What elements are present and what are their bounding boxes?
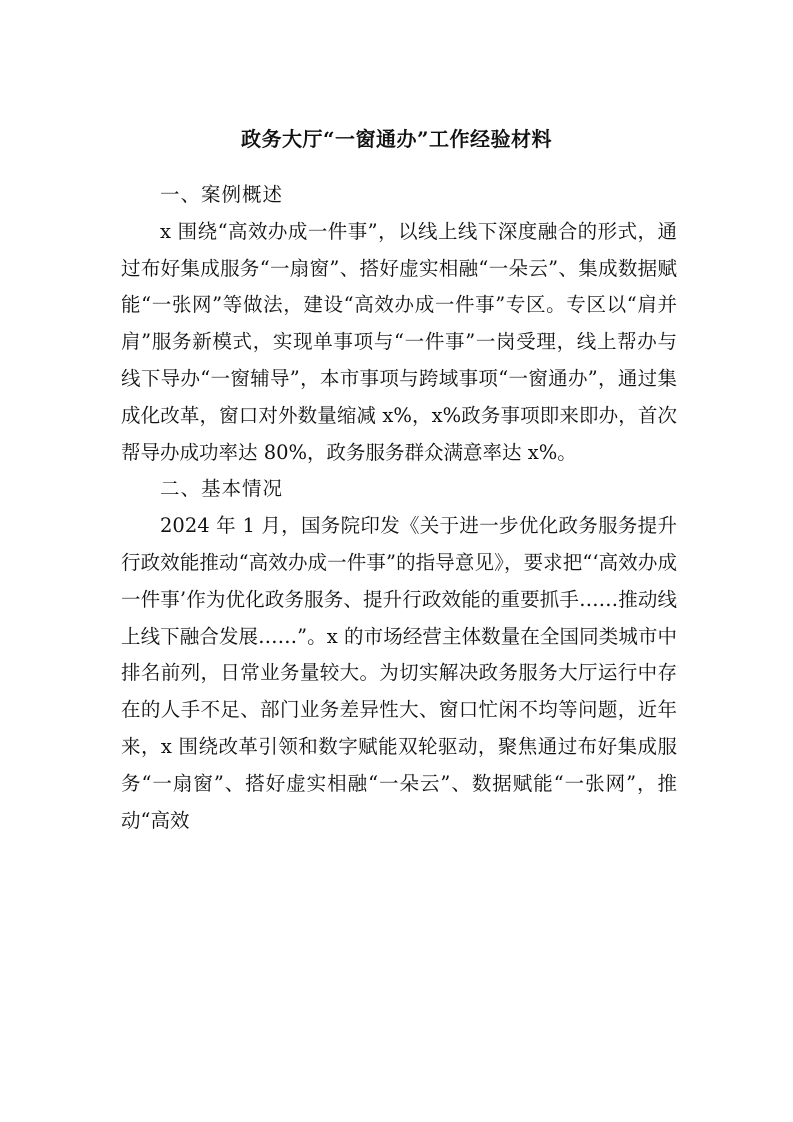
- section-heading-overview: 一、案例概述: [160, 183, 284, 206]
- section-paragraph-overview: x 围绕“高效办成一件事”，以线上线下深度融合的形式，通过布好集成服务“一扇窗”、搭好虚实相融“一朵云”、集成数据赋能“一张网”等做法，建设“高效办成一件事”专区。专区以“肩并肩”服务新模式，实现单事项与“一件事”一岗受理，线上帮办与线下导办“一窗辅导”，本市事项与跨域事项“一窗通办”，通过集成化改革，窗口对外数量缩减 x%，x%政务事项即来即办，首次帮导办成功率达 80%，政务服务群众满意率达 x%。: [121, 219, 677, 464]
- section-heading-basic-situation: 二、基本情况: [160, 477, 284, 501]
- document-title: 政务大厅“一窗通办”工作经验材料: [240, 127, 552, 151]
- section-paragraph-basic-situation: 2024 年 1 月，国务院印发《关于进一步优化政务服务提升行政效能推动“高效办成一件事”的指导意见》，要求把“‘高效办成一件事’作为优化政务服务、提升行政效能的重要抓手……推动线上线下融合发展……”。x 的市场经营主体数量在全国同类城市中排名前列，日常业务量较大。为切实解决政务服务大厅运行中存在的人手不足、部门业务差异性大、窗口忙闲不均等问题，近年来，x 围绕改革引领和数字赋能双轮驱动，聚焦通过布好集成服务“一扇窗”、搭好虚实相融“一朵云”、数据赋能“一张网”，推动“高效: [121, 514, 677, 832]
- document-body: [121, 177, 677, 839]
